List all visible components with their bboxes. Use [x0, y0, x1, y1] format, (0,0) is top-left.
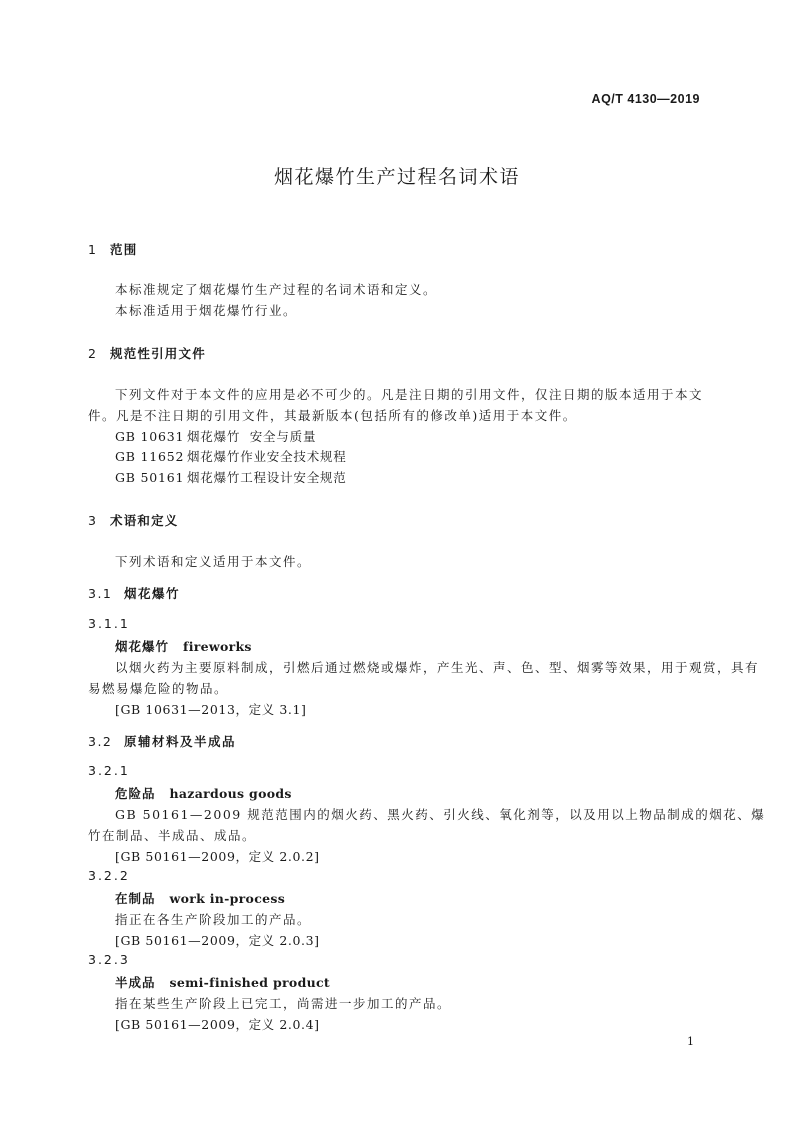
standard-code: AQ/T 4130—2019	[591, 92, 700, 106]
subsection-title: 烟花爆竹	[124, 586, 181, 601]
term-number: 3.2.1	[88, 763, 130, 778]
definition-line: 指在某些生产阶段上已完工，尚需进一步加工的产品。	[115, 996, 452, 1011]
term-entry	[115, 973, 330, 991]
normative-reference	[115, 427, 316, 445]
term-chinese: 烟花爆竹	[115, 639, 170, 654]
term-english: hazardous goods	[169, 786, 292, 801]
reference-code: GB 10631	[115, 429, 185, 444]
term-number: 3.2.3	[88, 952, 130, 967]
section-title: 术语和定义	[110, 513, 179, 528]
section-2-heading	[88, 344, 206, 362]
paragraph: 本标准适用于烟花爆竹行业。	[115, 303, 298, 318]
definition-line: 易燃易爆危险的物品。	[88, 681, 229, 696]
subsection-3-2-heading	[88, 732, 236, 750]
reference-title: 烟花爆竹工程设计安全规范	[187, 470, 347, 485]
definition-source: [GB 10631—2013，定义 3.1]	[115, 702, 307, 717]
definition-line: 竹在制品、半成品、成品。	[88, 828, 257, 843]
definition-source: [GB 50161—2009，定义 2.0.3]	[115, 933, 320, 948]
definition-line: 以烟火药为主要原料制成，引燃后通过燃烧或爆炸，产生光、声、色、型、烟雾等效果，用于观赏，具有	[115, 660, 760, 675]
term-english: semi-finished product	[169, 975, 330, 990]
section-title: 范围	[110, 242, 138, 257]
section-number: 3	[88, 513, 98, 528]
term-english: work in-process	[169, 891, 286, 906]
section-number: 1	[88, 242, 98, 257]
normative-reference	[115, 447, 347, 465]
reference-code: GB 11652	[115, 449, 185, 464]
term-entry	[115, 637, 252, 655]
definition-line: GB 50161—2009 规范范围内的烟火药、黑火药、引火线、氧化剂等，以及用以上物品制成的烟花、爆	[115, 807, 766, 822]
page-number: 1	[687, 1035, 694, 1048]
subsection-3-1-heading	[88, 584, 180, 602]
document-title: 烟花爆竹生产过程名词术语	[273, 166, 520, 188]
term-chinese: 危险品	[115, 786, 156, 801]
section-title: 规范性引用文件	[110, 346, 206, 361]
definition-line: 指正在各生产阶段加工的产品。	[115, 912, 312, 927]
section-number: 2	[88, 346, 98, 361]
term-entry	[115, 889, 285, 907]
reference-title: 烟花爆竹 安全与质量	[187, 429, 317, 444]
paragraph: 下列术语和定义适用于本文件。	[115, 554, 312, 569]
paragraph-line: 件。凡是不注日期的引用文件，其最新版本(包括所有的修改单)适用于本文件。	[88, 408, 577, 423]
paragraph: 本标准规定了烟花爆竹生产过程的名词术语和定义。	[115, 282, 438, 297]
paragraph-line: 下列文件对于本文件的应用是必不可少的。凡是注日期的引用文件，仅注日期的版本适用于本文	[115, 387, 704, 402]
term-number: 3.1.1	[88, 616, 130, 631]
definition-source: [GB 50161—2009，定义 2.0.4]	[115, 1017, 320, 1032]
section-3-heading	[88, 511, 179, 529]
subsection-number: 3.2	[88, 734, 113, 749]
term-chinese: 半成品	[115, 975, 156, 990]
subsection-title: 原辅材料及半成品	[124, 734, 237, 749]
term-entry	[115, 784, 292, 802]
term-chinese: 在制品	[115, 891, 156, 906]
section-1-heading	[88, 240, 137, 258]
subsection-number: 3.1	[88, 586, 113, 601]
reference-title: 烟花爆竹作业安全技术规程	[187, 449, 347, 464]
definition-source: [GB 50161—2009，定义 2.0.2]	[115, 849, 320, 864]
normative-reference	[115, 468, 347, 486]
reference-code: GB 50161	[115, 470, 185, 485]
term-english: fireworks	[183, 639, 252, 654]
term-number: 3.2.2	[88, 868, 130, 883]
